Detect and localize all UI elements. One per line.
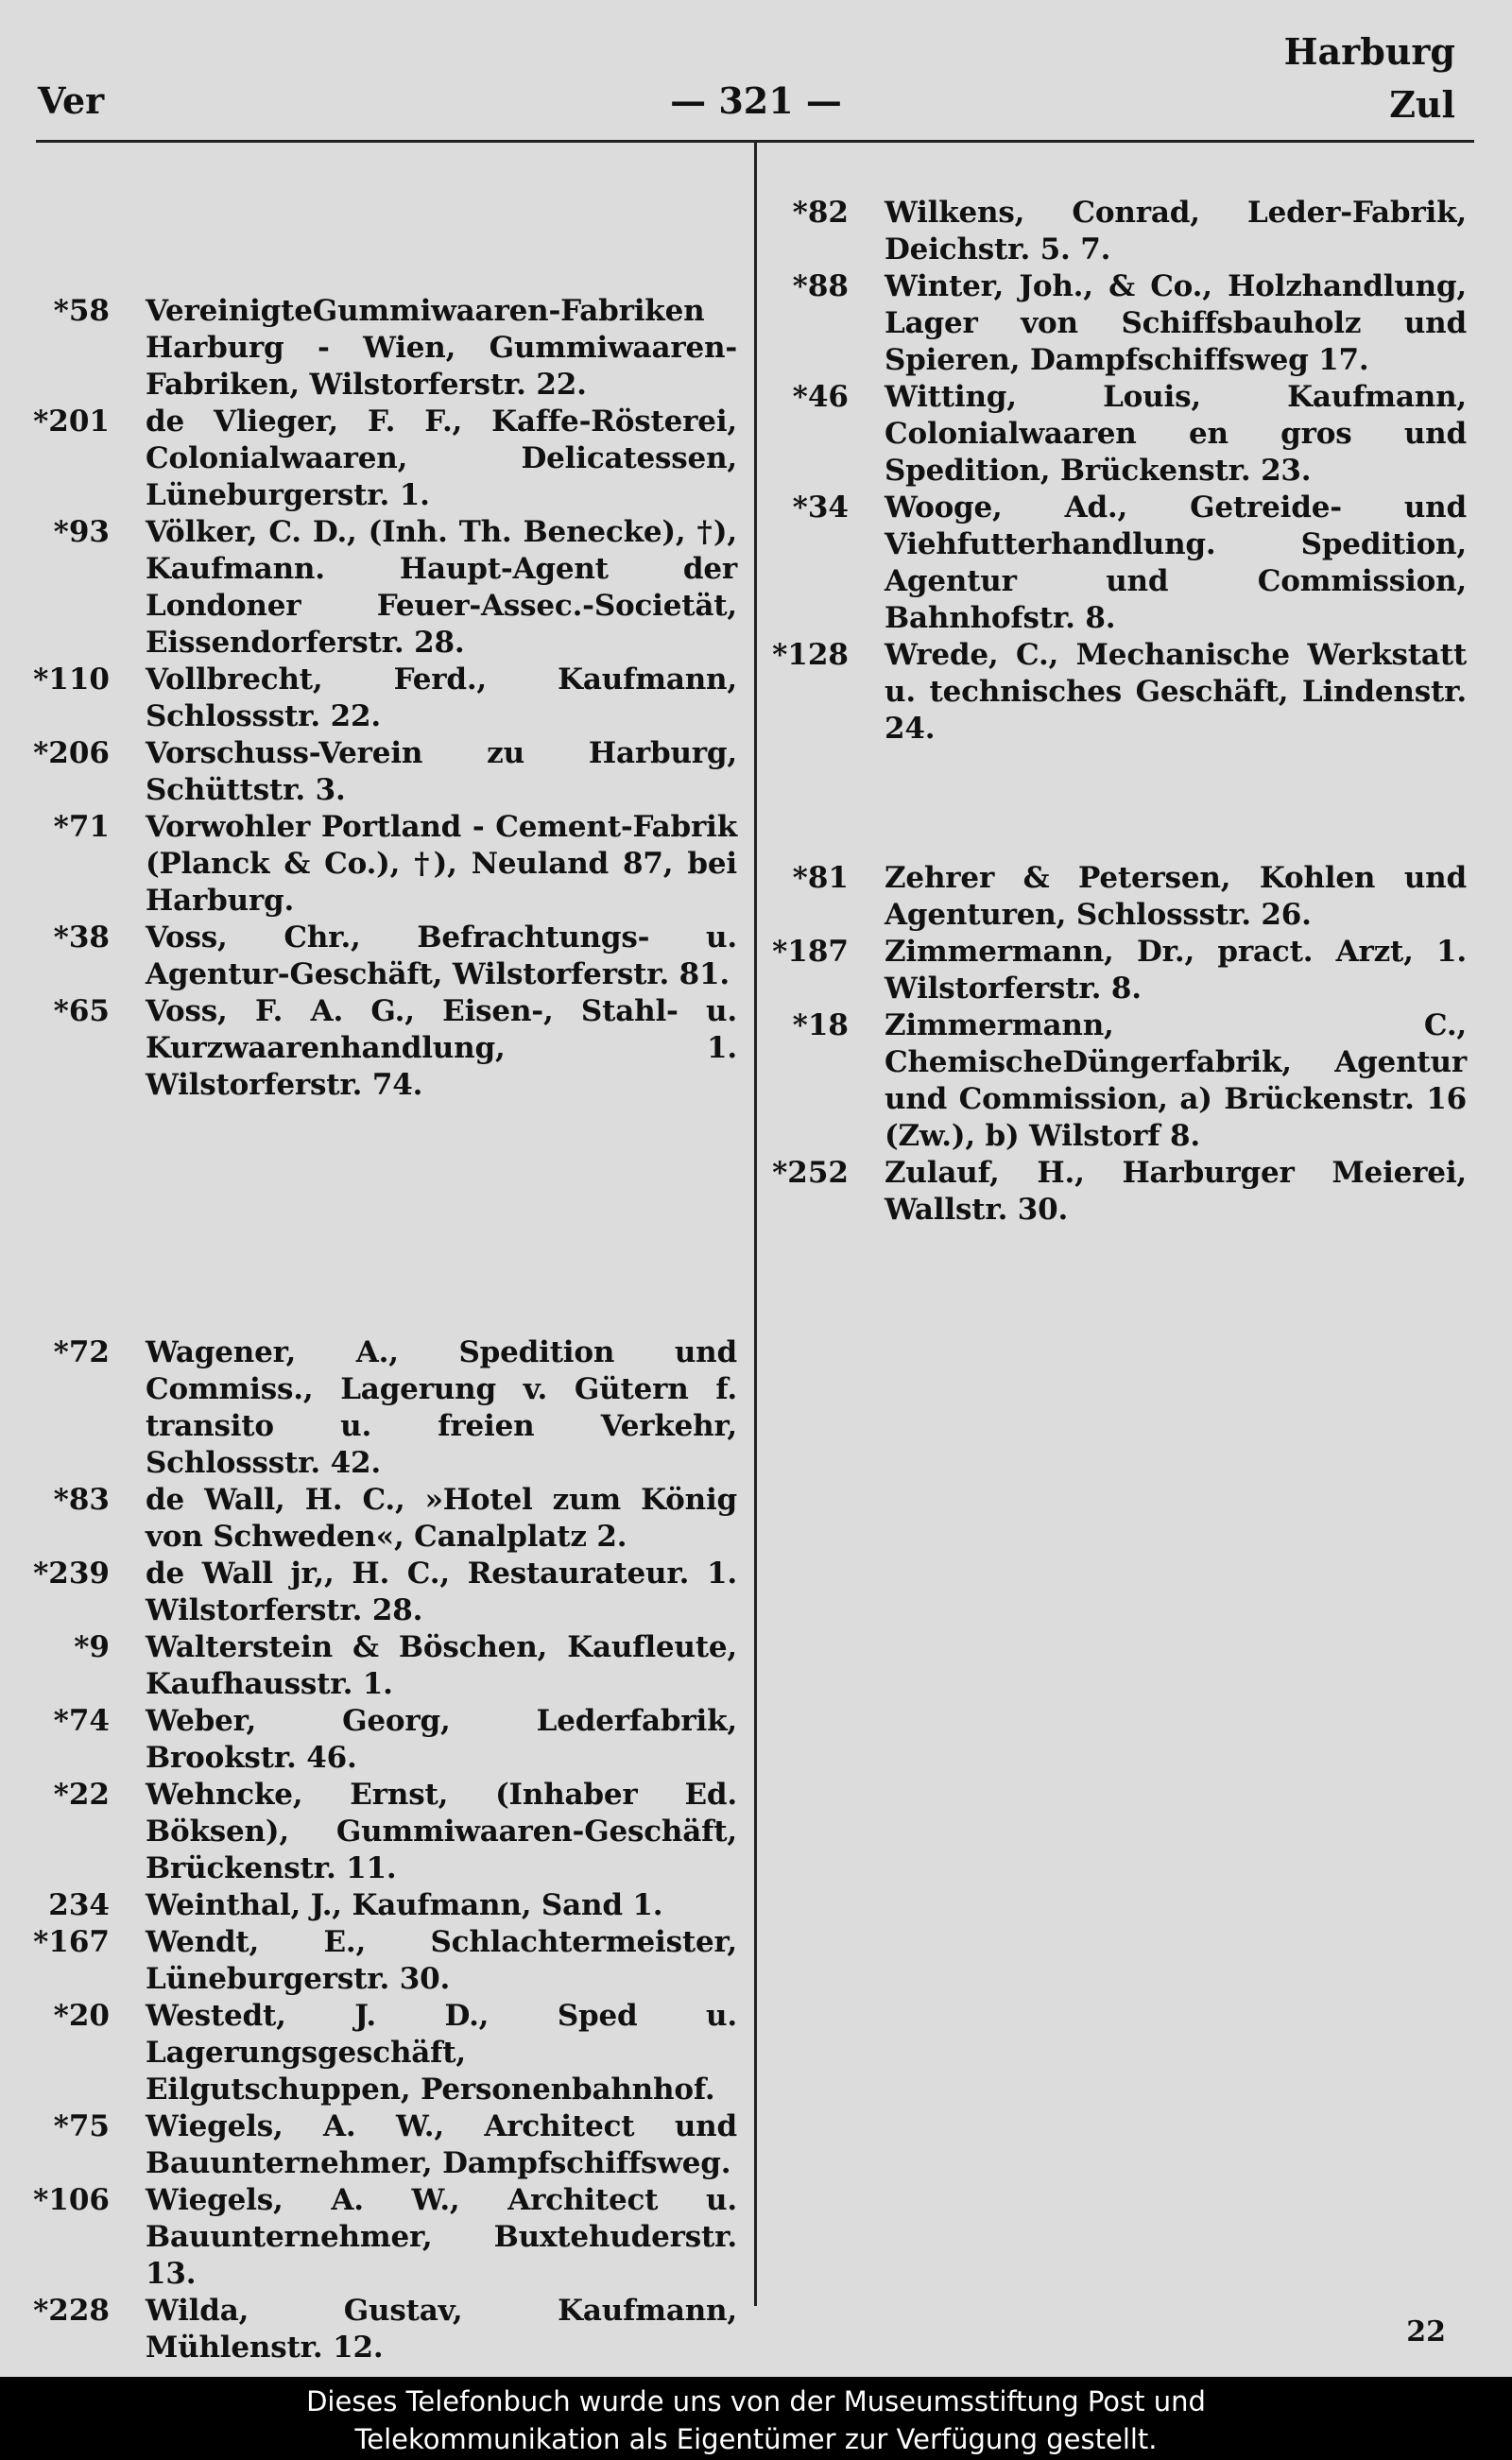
directory-entry	[28, 2108, 737, 2182]
directory-entry	[28, 2293, 737, 2366]
entry-text: Voss, F. A. G., Eisen-, Stahl- u. Kurzwaarenhandlung, 1. Wilstorferstr. 74.	[146, 994, 737, 1102]
directory-entry	[767, 379, 1467, 490]
directory-entry	[767, 1155, 1467, 1229]
entry-phone-number: *128	[772, 638, 849, 672]
left-column-b	[28, 1334, 737, 2366]
entry-text: Weber, Georg, Lederfabrik, Brookstr. 46.	[146, 1704, 737, 1775]
directory-entry	[28, 809, 737, 920]
directory-entry	[28, 514, 737, 662]
entry-text: Walterstein & Böschen, Kaufleute, Kaufhausstr. 1.	[146, 1630, 737, 1701]
entry-text: Weinthal, J., Kaufmann, Sand 1.	[146, 1888, 663, 1922]
archive-notice-line-1: Dieses Telefonbuch wurde uns von der Museumsstiftung Post und	[306, 2385, 1206, 2417]
right-column-b	[767, 860, 1467, 1229]
entry-text: Voss, Chr., Befrachtungs- u. Agentur-Geschäft, Wilstorferstr. 81.	[146, 920, 737, 991]
directory-entry	[28, 662, 737, 735]
entry-phone-number: *46	[792, 380, 849, 414]
directory-entry	[767, 934, 1467, 1007]
entry-text: de Vlieger, F. F., Kaffe-Rösterei, Colonialwaaren, Delicatessen, Lüneburgerstr. 1.	[146, 404, 737, 512]
entry-text: Wendt, E., Schlachtermeister, Lüneburgerstr. 30.	[146, 1925, 737, 1996]
archive-notice-line-2: Telekommunikation als Eigentümer zur Verfügung gestellt.	[354, 2423, 1158, 2455]
entry-phone-number: *34	[792, 490, 849, 525]
entry-text: Vorschuss-Verein zu Harburg, Schüttstr. 3.	[146, 736, 737, 807]
entry-text: VereinigteGummiwaaren-Fabriken Harburg - Wien, Gummiwaaren-Fabriken, Wilstorferstr. 22.	[146, 294, 737, 402]
entry-phone-number: *82	[792, 196, 849, 230]
header-left-keyword: Ver	[38, 79, 105, 122]
entry-text: Wiegels, A. W., Architect u. Bauunternehmer, Buxtehuderstr. 13.	[146, 2183, 737, 2291]
entry-text: de Wall, H. C., »Hotel zum König von Schweden«, Canalplatz 2.	[146, 1483, 737, 1554]
entry-phone-number: *22	[53, 1778, 110, 1812]
entry-text: Winter, Joh., & Co., Holzhandlung, Lager von Schiffsbauholz und Spieren, Dampfschiffsweg 17.	[885, 269, 1467, 377]
directory-entry	[28, 993, 737, 1104]
entry-text: de Wall jr,, H. C., Restaurateur. 1. Wilstorferstr. 28.	[146, 1557, 737, 1627]
entry-phone-number: *201	[33, 404, 110, 439]
entry-text: Zulauf, H., Harburger Meierei, Wallstr. 30.	[885, 1156, 1467, 1227]
left-column-a	[28, 293, 737, 1104]
entry-text: Wagener, A., Spedition und Commiss., Lagerung v. Gütern f. transito u. freien Verkehr, Schlossstr. 42.	[146, 1335, 737, 1480]
entry-phone-number: *187	[772, 935, 849, 969]
directory-entry	[28, 1777, 737, 1887]
directory-entry	[28, 1887, 737, 1924]
entry-phone-number: *83	[53, 1483, 110, 1517]
entry-phone-number: *110	[33, 662, 110, 697]
entry-text: Westedt, J. D., Sped u. Lagerungsgeschäft, Eilgutschuppen, Personenbahnhof.	[146, 1999, 737, 2107]
directory-entry	[767, 637, 1467, 748]
entry-phone-number: *71	[53, 810, 110, 844]
header-city: Harburg	[1283, 30, 1455, 73]
directory-entry	[28, 2182, 737, 2293]
entry-phone-number: *18	[792, 1008, 849, 1042]
archive-notice	[0, 2377, 1512, 2460]
entry-text: Wiegels, A. W., Architect und Bauunternehmer, Dampfschiffsweg.	[146, 2109, 737, 2180]
entry-phone-number: *74	[53, 1704, 110, 1738]
entry-phone-number: *9	[74, 1630, 110, 1664]
header-page-number: — 321 —	[670, 79, 842, 122]
directory-entry	[28, 920, 737, 993]
directory-entry	[767, 1007, 1467, 1155]
page-footer-number: 22	[1406, 2315, 1446, 2348]
header-right-keyword: Zul	[1389, 83, 1455, 126]
directory-entry	[28, 735, 737, 809]
entry-text: Wooge, Ad., Getreide- und Viehfutterhandlung. Spedition, Agentur und Commission, Bahnhofstr. 8.	[885, 490, 1467, 635]
entry-text: Wehncke, Ernst, (Inhaber Ed. Böksen), Gummiwaaren-Geschäft, Brückenstr. 11.	[146, 1778, 737, 1885]
directory-entry	[28, 1629, 737, 1703]
entry-phone-number: *206	[33, 736, 110, 770]
directory-entry	[767, 490, 1467, 637]
entry-phone-number: *228	[33, 2294, 110, 2328]
entry-text: Vollbrecht, Ferd., Kaufmann, Schlossstr. 22.	[146, 662, 737, 733]
entry-text: Zimmermann, C., ChemischeDüngerfabrik, Agentur und Commission, a) Brückenstr. 16 (Zw.), b) Wilstorf 8.	[885, 1008, 1467, 1153]
entry-phone-number: *93	[53, 515, 110, 549]
directory-entry	[28, 404, 737, 514]
directory-entry	[28, 1924, 737, 1998]
entry-phone-number: 234	[48, 1888, 110, 1922]
entry-phone-number: *20	[53, 1999, 110, 2033]
directory-entry	[28, 293, 737, 404]
directory-entry	[767, 860, 1467, 934]
directory-entry	[28, 1482, 737, 1556]
directory-entry	[767, 195, 1467, 268]
directory-entry	[28, 1556, 737, 1629]
entry-text: Wrede, C., Mechanische Werkstatt u. technisches Geschäft, Lindenstr. 24.	[885, 638, 1467, 746]
entry-text: Zehrer & Petersen, Kohlen und Agenturen, Schlossstr. 26.	[885, 861, 1467, 932]
entry-text: Zimmermann, Dr., pract. Arzt, 1. Wilstorferstr. 8.	[885, 935, 1467, 1006]
directory-entry	[28, 1703, 737, 1777]
entry-phone-number: *81	[792, 861, 849, 895]
entry-text: Wilkens, Conrad, Leder-Fabrik, Deichstr. 5. 7.	[885, 196, 1467, 267]
entry-text: Witting, Louis, Kaufmann, Colonialwaaren en gros und Spedition, Brückenstr. 23.	[885, 380, 1467, 488]
entry-phone-number: *72	[53, 1335, 110, 1369]
entry-phone-number: *252	[772, 1156, 849, 1190]
directory-entry	[28, 1998, 737, 2108]
entry-phone-number: *38	[53, 920, 110, 955]
column-divider	[754, 142, 757, 2306]
entry-text: Völker, C. D., (Inh. Th. Benecke), †), Kaufmann. Haupt-Agent der Londoner Feuer-Assec.-Societät, Eissendorferstr. 28.	[146, 515, 737, 660]
right-column-a	[767, 195, 1467, 748]
entry-text: Vorwohler Portland - Cement-Fabrik (Planck & Co.), †), Neuland 87, bei Harburg.	[146, 810, 737, 918]
directory-entry	[28, 1334, 737, 1482]
directory-entry	[767, 268, 1467, 379]
entry-phone-number: *58	[53, 294, 110, 328]
entry-phone-number: *65	[53, 994, 110, 1028]
entry-phone-number: *167	[33, 1925, 110, 1959]
entry-phone-number: *106	[33, 2183, 110, 2217]
entry-text: Wilda, Gustav, Kaufmann, Mühlenstr. 12.	[146, 2294, 737, 2365]
entry-phone-number: *239	[33, 1557, 110, 1591]
entry-phone-number: *88	[792, 269, 849, 303]
entry-phone-number: *75	[53, 2109, 110, 2143]
